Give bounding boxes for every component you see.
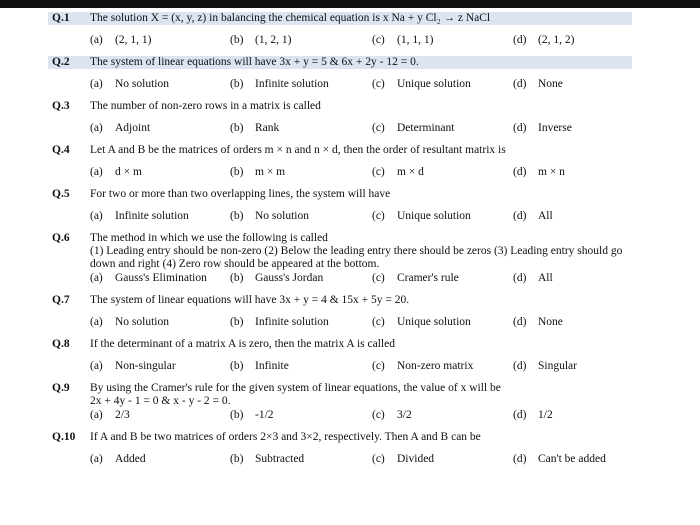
question-text-line: Let A and B be the matrices of orders m × n and n × d, then the order of resultant matrix is: [90, 144, 506, 156]
option-label: Gauss's Jordan: [255, 272, 324, 284]
option-d: [513, 360, 682, 373]
option-b: [230, 360, 372, 373]
options-row: [90, 122, 682, 135]
question-number: Q.8: [52, 338, 70, 350]
options-row: [90, 316, 682, 329]
question-text-line: The method in which we use the following is called: [90, 232, 328, 244]
option-c: [372, 166, 513, 179]
option-label: Can't be added: [538, 453, 606, 465]
option-label: Infinite solution: [255, 316, 329, 328]
option-letter: (b): [230, 316, 244, 328]
question-block: [52, 144, 682, 179]
option-letter: (d): [513, 360, 527, 372]
question-row: [48, 12, 632, 25]
option-letter: (c): [372, 272, 385, 284]
option-letter: (a): [90, 166, 103, 178]
option-label: -1/2: [255, 409, 274, 421]
question-text: [90, 338, 636, 351]
option-letter: (b): [230, 122, 244, 134]
option-b: [230, 210, 372, 223]
question-number: Q.6: [52, 232, 70, 244]
option-letter: (c): [372, 360, 385, 372]
option-letter: (a): [90, 210, 103, 222]
option-letter: (b): [230, 78, 244, 90]
option-letter: (d): [513, 78, 527, 90]
options-row: [90, 409, 682, 422]
option-label: All: [538, 210, 553, 222]
option-a: [90, 34, 230, 47]
question-block: [52, 382, 682, 422]
question-text: [90, 56, 632, 69]
document-page: [0, 8, 700, 525]
question-block: [52, 294, 682, 329]
option-label: Inverse: [538, 122, 572, 134]
option-label: All: [538, 272, 553, 284]
option-label: Unique solution: [397, 78, 471, 90]
option-label: m × m: [255, 166, 286, 178]
option-letter: (c): [372, 409, 385, 421]
question-text-line: For two or more than two overlapping lines, the system will have: [90, 188, 391, 200]
option-label: (1, 1, 1): [397, 34, 434, 46]
option-letter: (d): [513, 34, 527, 46]
question-row: [52, 232, 636, 271]
question-text-line: If A and B be two matrices of orders 2×3 and 3×2, respectively. Then A and B can be: [90, 431, 481, 443]
option-label: Non-zero matrix: [397, 360, 474, 372]
option-label: (2, 1, 2): [538, 34, 575, 46]
option-label: 2/3: [115, 409, 130, 421]
option-label: m × d: [397, 166, 424, 178]
option-a: [90, 316, 230, 329]
options-row: [90, 78, 682, 91]
option-a: [90, 122, 230, 135]
option-letter: (c): [372, 316, 385, 328]
option-d: [513, 316, 682, 329]
option-label: d × m: [115, 166, 142, 178]
question-row: [48, 56, 632, 69]
option-d: [513, 453, 682, 466]
option-c: [372, 360, 513, 373]
option-b: [230, 409, 372, 422]
option-letter: (d): [513, 122, 527, 134]
option-label: m × n: [538, 166, 565, 178]
option-letter: (b): [230, 409, 244, 421]
option-letter: (b): [230, 453, 244, 465]
option-letter: (c): [372, 453, 385, 465]
option-label: Infinite solution: [255, 78, 329, 90]
question-row: [52, 100, 636, 113]
option-label: No solution: [115, 316, 169, 328]
option-d: [513, 34, 682, 47]
question-row: [52, 188, 636, 201]
options-row: [90, 272, 682, 285]
option-b: [230, 272, 372, 285]
option-label: Infinite solution: [115, 210, 189, 222]
question-number: Q.5: [52, 188, 70, 200]
option-letter: (a): [90, 78, 103, 90]
question-text: [90, 144, 636, 157]
option-label: No solution: [115, 78, 169, 90]
option-a: [90, 210, 230, 223]
option-letter: (b): [230, 272, 244, 284]
option-label: 1/2: [538, 409, 553, 421]
option-letter: (a): [90, 316, 103, 328]
option-c: [372, 78, 513, 91]
option-label: (1, 2, 1): [255, 34, 292, 46]
option-letter: (a): [90, 34, 103, 46]
option-b: [230, 453, 372, 466]
option-label: Divided: [397, 453, 435, 465]
option-letter: (d): [513, 210, 527, 222]
question-text: [90, 431, 636, 444]
option-letter: (c): [372, 166, 385, 178]
question-text-line: down and right (4) Zero row should be appeared at the bottom.: [90, 258, 380, 270]
option-label: Unique solution: [397, 210, 471, 222]
option-label: Adjoint: [115, 122, 151, 134]
question-number: Q.9: [52, 382, 70, 394]
option-letter: (a): [90, 360, 103, 372]
option-label: Subtracted: [255, 453, 305, 465]
option-letter: (b): [230, 34, 244, 46]
question-row: [52, 144, 636, 157]
option-a: [90, 166, 230, 179]
question-text-line: By using the Cramer's rule for the given system of linear equations, the value of x will be: [90, 382, 501, 394]
option-letter: (d): [513, 453, 527, 465]
question-text: [90, 294, 636, 307]
option-d: [513, 78, 682, 91]
question-block: [52, 56, 682, 91]
option-letter: (d): [513, 272, 527, 284]
option-label: Unique solution: [397, 316, 471, 328]
option-d: [513, 272, 682, 285]
option-label: None: [538, 316, 563, 328]
option-label: Determinant: [397, 122, 455, 134]
question-row: [52, 431, 636, 444]
option-d: [513, 210, 682, 223]
questions-list: [52, 12, 682, 466]
option-c: [372, 210, 513, 223]
option-letter: (c): [372, 78, 385, 90]
option-label: 3/2: [397, 409, 412, 421]
option-d: [513, 409, 682, 422]
question-number: Q.2: [52, 56, 70, 68]
option-b: [230, 34, 372, 47]
option-a: [90, 409, 230, 422]
option-label: Infinite: [255, 360, 289, 372]
option-letter: (c): [372, 210, 385, 222]
options-row: [90, 34, 682, 47]
question-row: [52, 338, 636, 351]
option-label: Added: [115, 453, 146, 465]
option-c: [372, 453, 513, 466]
option-label: Gauss's Elimination: [115, 272, 207, 284]
option-letter: (a): [90, 409, 103, 421]
question-number: Q.7: [52, 294, 70, 306]
option-letter: (c): [372, 34, 385, 46]
question-text: [90, 100, 636, 113]
option-label: Singular: [538, 360, 577, 372]
question-text-line: The number of non-zero rows in a matrix is called: [90, 100, 321, 112]
question-text: [90, 188, 636, 201]
question-number: Q.4: [52, 144, 70, 156]
option-d: [513, 166, 682, 179]
question-text-line: The system of linear equations will have 3x + y = 5 & 6x + 2y - 12 = 0.: [90, 56, 419, 68]
option-b: [230, 78, 372, 91]
top-border: [0, 0, 700, 8]
option-b: [230, 316, 372, 329]
question-text: [90, 12, 632, 25]
options-row: [90, 210, 682, 223]
question-number: Q.10: [52, 431, 76, 443]
option-label: Rank: [255, 122, 280, 134]
option-a: [90, 453, 230, 466]
option-a: [90, 360, 230, 373]
question-block: [52, 431, 682, 466]
option-label: (2, 1, 1): [115, 34, 152, 46]
option-c: [372, 272, 513, 285]
question-row: [52, 382, 636, 408]
option-label: No solution: [255, 210, 309, 222]
option-b: [230, 166, 372, 179]
question-text-line: 2x + 4y - 1 = 0 & x - y - 2 = 0.: [90, 395, 231, 407]
option-letter: (d): [513, 409, 527, 421]
option-label: Cramer's rule: [397, 272, 459, 284]
option-letter: (d): [513, 316, 527, 328]
question-number: Q.3: [52, 100, 70, 112]
option-letter: (d): [513, 166, 527, 178]
question-text: [90, 232, 636, 271]
option-label: Non-singular: [115, 360, 176, 372]
option-c: [372, 122, 513, 135]
question-row: [52, 294, 636, 307]
option-label: None: [538, 78, 563, 90]
option-a: [90, 272, 230, 285]
option-d: [513, 122, 682, 135]
question-text-line: The solution X = (x, y, z) in balancing the chemical equation is x Na + y Cl₂ → z NaCl: [90, 12, 491, 24]
option-c: [372, 409, 513, 422]
question-text-line: (1) Leading entry should be non-zero (2) Below the leading entry there should be zeros (3) Leading entry should go: [90, 245, 623, 257]
option-letter: (a): [90, 453, 103, 465]
question-block: [52, 232, 682, 285]
question-text-line: If the determinant of a matrix A is zero, then the matrix A is called: [90, 338, 395, 350]
question-text: [90, 382, 636, 408]
question-block: [52, 12, 682, 47]
option-letter: (b): [230, 210, 244, 222]
option-letter: (c): [372, 122, 385, 134]
question-text-line: The system of linear equations will have 3x + y = 4 & 15x + 5y = 20.: [90, 294, 410, 306]
option-letter: (a): [90, 122, 103, 134]
question-number: Q.1: [52, 12, 70, 24]
option-letter: (a): [90, 272, 103, 284]
option-letter: (b): [230, 360, 244, 372]
options-row: [90, 453, 682, 466]
options-row: [90, 360, 682, 373]
question-block: [52, 338, 682, 373]
option-b: [230, 122, 372, 135]
question-block: [52, 188, 682, 223]
option-c: [372, 316, 513, 329]
option-letter: (b): [230, 166, 244, 178]
question-block: [52, 100, 682, 135]
option-c: [372, 34, 513, 47]
option-a: [90, 78, 230, 91]
options-row: [90, 166, 682, 179]
